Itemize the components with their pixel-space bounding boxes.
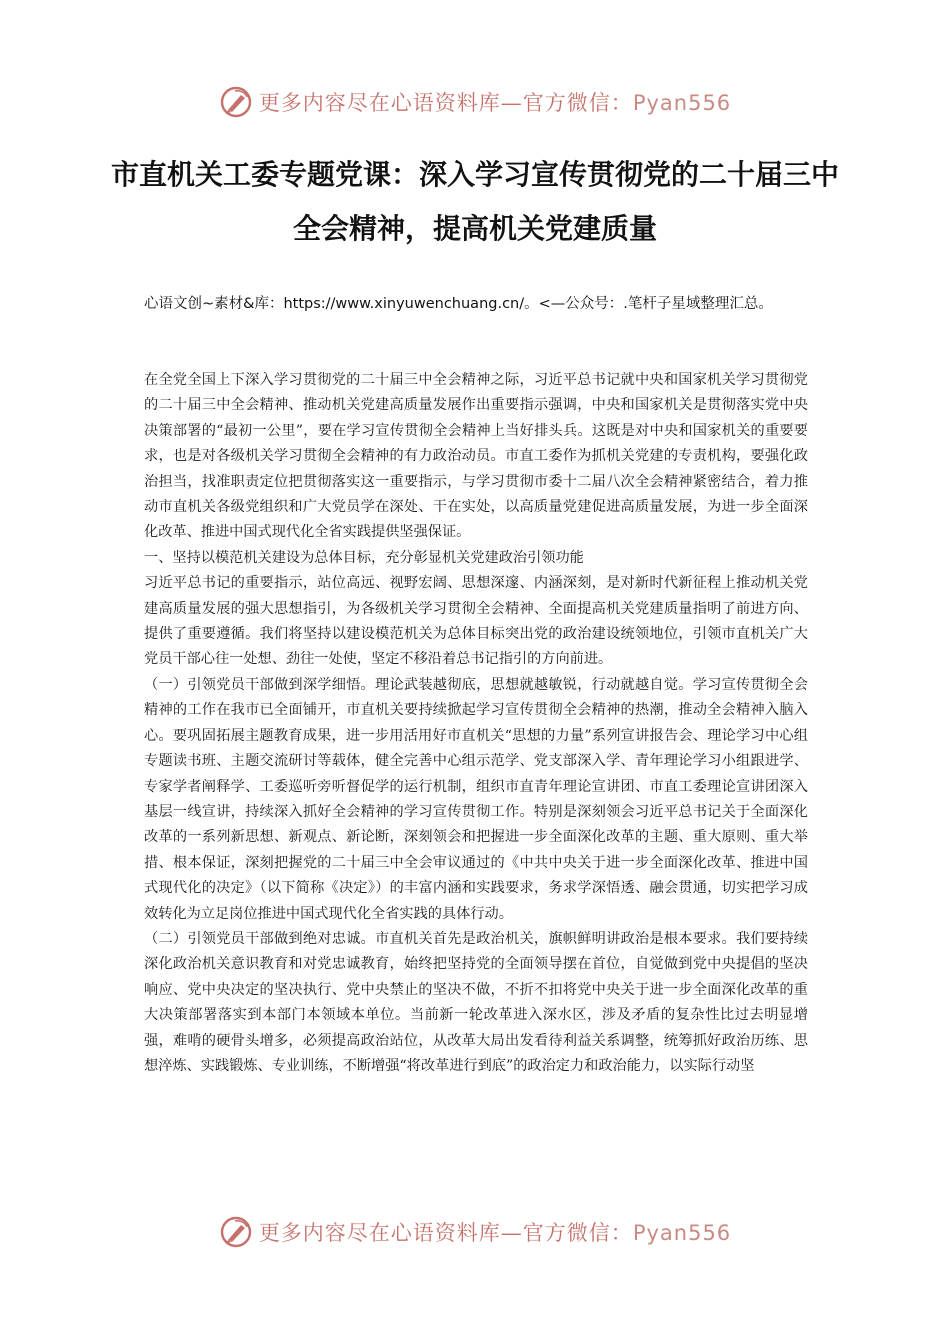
watermark-text: 更多内容尽在心语资料库—官方微信： (258, 91, 633, 115)
watermark-wechat-id: Pyan556 (632, 91, 732, 115)
intro-paragraph: 在全党全国上下深入学习贯彻党的二十届三中全会精神之际，习近平总书记就中央和国家机关学习贯彻党的二十届三中全会精神、推动机关党建高质量发展作出重要指示强调，中央和国家机关是贯彻落实党中央决策部署的“最初一公里”，要在学习宣传贯彻全会精神上当好排头兵。这既是对中央和国家机关的重要要求，也是对各级机关学习贯彻全会精神的有力政治动员。市直工委作为抓机关党建的专责机构，要强化政治担当，找准职责定位把贯彻落实这一重要指示，与学习贯彻市委十二届八次全会精神紧密结合，着力推动市直机关各级党组织和广大党员学在深处、干在实处，以高质量党建促进高质量发展，为进一步全面深化改革、推进中国式现代化全省实践提供坚强保证。 (144, 372, 808, 541)
body-paragraph: （二）引领党员干部做到绝对忠诚。市直机关首先是政治机关，旗帜鲜明讲政治是根本要求。我们要持续深化政治机关意识教育和对党忠诚教育，始终把坚持党的全面领导摆在首位，自觉做到党中央提倡的坚决响应、党中央决定的坚决执行、党中央禁止的坚决不做，不折不扣将党中央关于进一步全面深化改革的重大决策部署落实到本部门本领域本单位。当前新一轮改革进入深水区，涉及矛盾的复杂性比过去明显增强，难啃的硬骨头增多，必须提高政治站位，从改革大局出发看待利益关系调整，统筹抓好政治历练、思想淬炼、实践锻炼、专业训练，不断增强“将改革进行到底”的政治定力和政治能力，以实际行动坚 (144, 930, 808, 1074)
pen-logo-icon (219, 1215, 253, 1249)
section-heading: 一、坚持以模范机关建设为总体目标，充分彰显机关党建政治引领功能 (144, 549, 584, 566)
pen-logo-icon (219, 85, 253, 119)
watermark-banner-top (0, 80, 950, 124)
body-paragraph: 习近平总书记的重要指示，站位高远、视野宏阔、思想深邃、内涵深刻，是对新时代新征程上推动机关党建高质量发展的强大思想指引，为各级机关学习贯彻全会精神、全面提高机关党建质量指明了前进方向、提供了重要遵循。我们将坚持以建设模范机关为总体目标突出党的政治建设统领地位，引领市直机关广大党员干部心往一处想、劲往一处使，坚定不移沿着总书记指引的方向前进。 (144, 575, 808, 668)
watermark-banner-bottom (0, 1210, 950, 1254)
source-line: 心语文创~素材&库：https://www.xinyuwenchuang.cn/。<—公众号：.笔杆子星域整理汇总。 (144, 296, 773, 312)
watermark-wechat-id: Pyan556 (632, 1221, 732, 1245)
document-body (144, 368, 808, 1198)
document-title: 市直机关工委专题党课：深入学习宣传贯彻党的二十届三中全会精神，提高机关党建质量 (110, 158, 839, 245)
body-paragraph: （一）引领党员干部做到深学细悟。理论武装越彻底，思想就越敏锐，行动就越自觉。学习宣传贯彻全会精神的工作在我市已全面铺开，市直机关要持续掀起学习宣传贯彻全会精神的热潮，推动全会精神入脑入心。要巩固拓展主题教育成果，进一步用活用好市直机关“思想的力量”系列宣讲报告会、理论学习中心组专题读书班、主题交流研讨等载体，健全完善中心组示范学、党支部深入学、青年理论学习小组跟进学、专家学者阐释学、工委巡听旁听督促学的运行机制，组织市直青年理论宣讲团、市直工委理论宣讲团深入基层一线宣讲，持续深入抓好全会精神的学习宣传贯彻工作。特别是深刻领会习近平总书记关于全面深化改革的一系列新思想、新观点、新论断，深刻领会和把握进一步全面深化改革的主题、重大原则、重大举措、根本保证，深刻把握党的二十届三中全会审议通过的《中共中央关于进一步全面深化改革、推进中国式现代化的决定》（以下简称《决定》）的丰富内涵和实践要求，务求学深悟透、融会贯通，切实把学习成效转化为立足岗位推进中国式现代化全省实践的具体行动。 (144, 676, 808, 922)
watermark-text: 更多内容尽在心语资料库—官方微信： (258, 1221, 633, 1245)
